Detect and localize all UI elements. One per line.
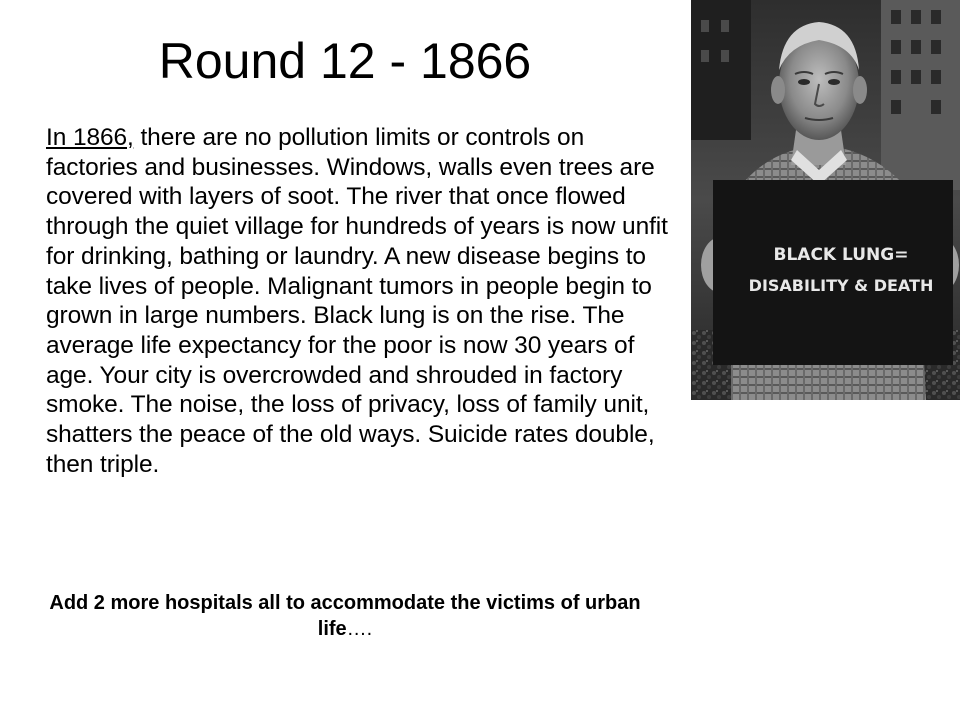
black-lung-protest-photo [691, 0, 960, 400]
body-year-underlined: In 1866, [46, 124, 134, 151]
ear-right [853, 76, 867, 104]
sign-line-2: DISABILITY & DEATH [748, 276, 934, 295]
callout-text: Add 2 more hospitals all to accommodate the victims of urban life [49, 592, 641, 640]
eye-right [828, 79, 840, 85]
slide-title: Round 12 - 1866 [158, 33, 532, 89]
body-paragraph [46, 123, 676, 479]
background-building-right [881, 0, 960, 190]
protest-sign [713, 180, 953, 365]
callout-ellipsis: …. [346, 618, 373, 640]
sign-line-1: BLACK LUNG= [773, 245, 909, 265]
callout-instruction [20, 590, 670, 642]
photo-illustration [691, 0, 960, 400]
body-text: there are no pollution limits or controls on factories and businesses. Windows, walls even trees are covered with layers of soot. The river that once flowed through the quiet village for hundreds of years is now unfit for drinking, bathing or laundry. A new disease begins to take lives of people. Malignant tumors in people begin to grown in large numbers. Black lung is on the rise. The average life expectancy for the poor is now 30 years of age. Your city is overcrowded and shrouded in factory smoke. The noise, the loss of privacy, loss of family unit, shatters the peace of the old ways. Suicide rates double, then triple. [46, 124, 668, 478]
ear-left [771, 76, 785, 104]
eye-left [798, 79, 810, 85]
